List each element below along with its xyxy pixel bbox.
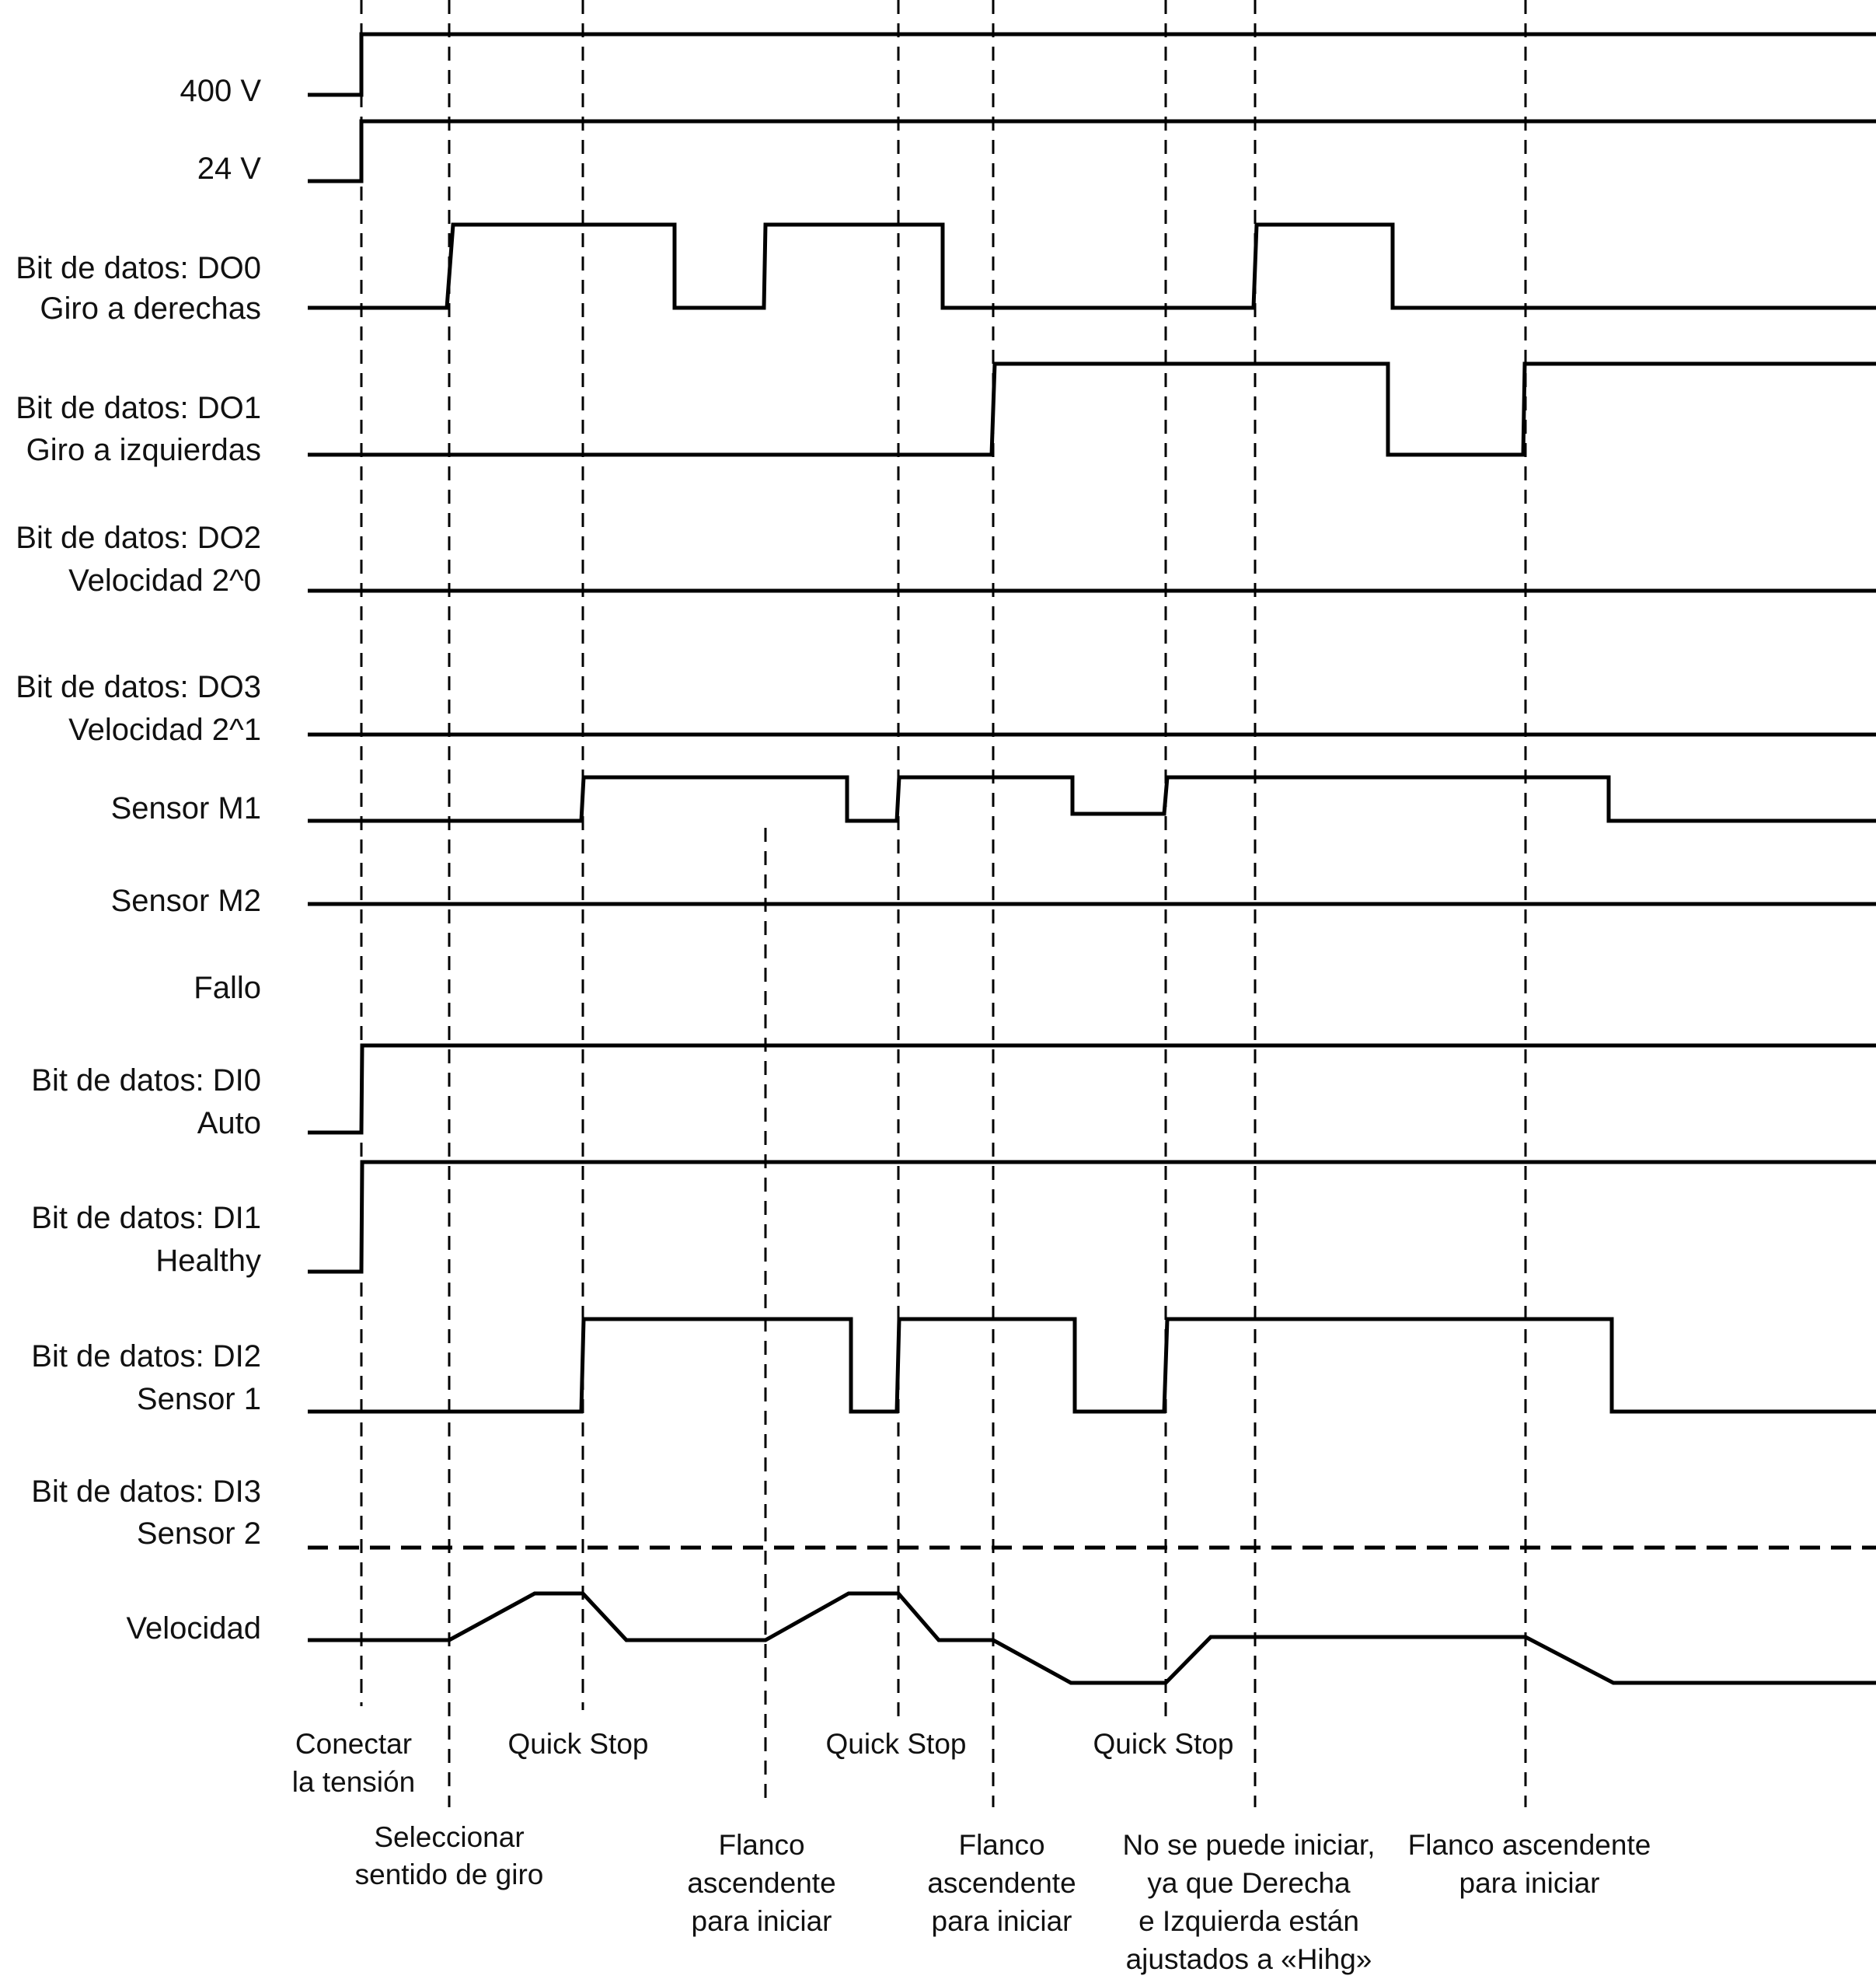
- label-di0-line1: Bit de datos: DI0: [31, 1063, 261, 1098]
- event-flanco-2-line2: ascendente: [927, 1867, 1076, 1899]
- event-seleccionar-line1: Seleccionar: [374, 1821, 525, 1853]
- event-labels: [292, 1728, 1651, 1975]
- event-flanco-1-line3: para iniciar: [691, 1905, 832, 1937]
- event-conectar-line1: Conectar: [295, 1728, 413, 1760]
- label-24v: 24 V: [197, 152, 261, 186]
- label-di3-line1: Bit de datos: DI3: [31, 1475, 261, 1509]
- label-di1-line1: Bit de datos: DI1: [31, 1201, 261, 1235]
- label-di2-line2: Sensor 1: [136, 1382, 261, 1416]
- label-do0-line2: Giro a derechas: [40, 291, 261, 326]
- waveforms: [308, 34, 1876, 1683]
- label-sensor-m2: Sensor M2: [110, 884, 261, 918]
- event-no-puede-line2: ya que Derecha: [1147, 1867, 1351, 1899]
- trace-di2: [308, 1319, 1876, 1412]
- event-flanco-3-line2: para iniciar: [1459, 1867, 1600, 1899]
- event-flanco-2-line1: Flanco: [958, 1829, 1045, 1861]
- event-flanco-3-line1: Flanco ascendente: [1407, 1829, 1651, 1861]
- trace-do0: [308, 225, 1876, 308]
- label-di1-line2: Healthy: [155, 1244, 261, 1278]
- trace-24v: [308, 121, 1876, 181]
- label-di0-line2: Auto: [197, 1106, 261, 1140]
- event-conectar-line2: la tensión: [291, 1766, 416, 1798]
- label-di2-line1: Bit de datos: DI2: [31, 1339, 261, 1373]
- event-flanco-1-line1: Flanco: [718, 1829, 805, 1861]
- label-di3-line2: Sensor 2: [136, 1517, 261, 1551]
- event-no-puede-line4: ajustados a «Hihg»: [1125, 1943, 1372, 1975]
- event-quick-stop-1: Quick Stop: [507, 1728, 649, 1760]
- trace-sensor-m1: [308, 777, 1876, 821]
- label-400v: 400 V: [180, 74, 261, 108]
- label-velocidad: Velocidad: [126, 1611, 261, 1646]
- trace-velocidad: [308, 1593, 1876, 1683]
- signal-labels: [16, 74, 261, 1646]
- event-quick-stop-2: Quick Stop: [825, 1728, 967, 1760]
- trace-di0: [308, 1045, 1876, 1133]
- label-do2-line1: Bit de datos: DO2: [16, 521, 261, 555]
- label-sensor-m1: Sensor M1: [110, 791, 261, 825]
- trace-do1: [308, 364, 1876, 455]
- label-do1-line2: Giro a izquierdas: [26, 433, 261, 467]
- label-do3-line1: Bit de datos: DO3: [16, 670, 261, 704]
- event-no-puede-line1: No se puede iniciar,: [1122, 1829, 1376, 1861]
- event-flanco-2-line3: para iniciar: [931, 1905, 1072, 1937]
- label-do1-line1: Bit de datos: DO1: [16, 391, 261, 425]
- event-flanco-1-line2: ascendente: [687, 1867, 836, 1899]
- trace-400v: [308, 34, 1876, 95]
- label-do0-line1: Bit de datos: DO0: [16, 251, 261, 285]
- event-no-puede-line3: e Izquierda están: [1139, 1905, 1359, 1937]
- event-seleccionar-line2: sentido de giro: [354, 1859, 544, 1890]
- label-do2-line2: Velocidad 2^0: [68, 564, 261, 598]
- trace-di1: [308, 1162, 1876, 1272]
- label-fallo: Fallo: [194, 971, 261, 1005]
- event-quick-stop-3: Quick Stop: [1093, 1728, 1234, 1760]
- label-do3-line2: Velocidad 2^1: [68, 713, 261, 747]
